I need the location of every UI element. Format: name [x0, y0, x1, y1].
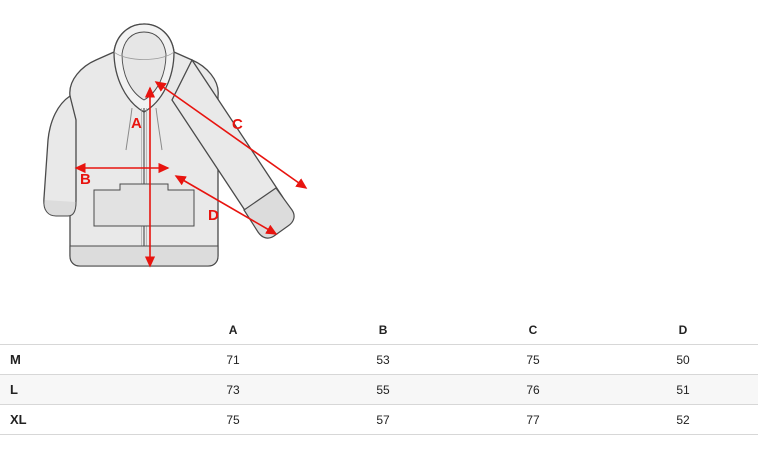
cell-c: 77	[458, 405, 608, 435]
column-header-size	[0, 316, 158, 345]
size-table	[0, 316, 758, 435]
cell-c: 76	[458, 375, 608, 405]
dimension-label-b: B	[80, 171, 91, 188]
cell-a: 75	[158, 405, 308, 435]
cell-a: 73	[158, 375, 308, 405]
table-row	[0, 405, 758, 435]
cell-d: 52	[608, 405, 758, 435]
row-size-label: M	[0, 345, 158, 375]
column-header-d: D	[608, 316, 758, 345]
table-row	[0, 375, 758, 405]
table-row	[0, 345, 758, 375]
cell-d: 50	[608, 345, 758, 375]
table-body	[0, 345, 758, 435]
row-size-label: XL	[0, 405, 158, 435]
dimension-label-d: D	[208, 207, 219, 224]
cell-d: 51	[608, 375, 758, 405]
cell-b: 57	[308, 405, 458, 435]
cell-b: 53	[308, 345, 458, 375]
table-header	[0, 316, 758, 345]
cell-a: 71	[158, 345, 308, 375]
hoodie-body-shape	[44, 24, 294, 266]
column-header-c: C	[458, 316, 608, 345]
cell-c: 75	[458, 345, 608, 375]
hoodie-illustration	[10, 8, 350, 298]
cell-b: 55	[308, 375, 458, 405]
dimension-label-a: A	[131, 115, 142, 132]
row-size-label: L	[0, 375, 158, 405]
column-header-b: B	[308, 316, 458, 345]
column-header-a: A	[158, 316, 308, 345]
dimension-label-c: C	[232, 116, 243, 133]
table-header-row	[0, 316, 758, 345]
